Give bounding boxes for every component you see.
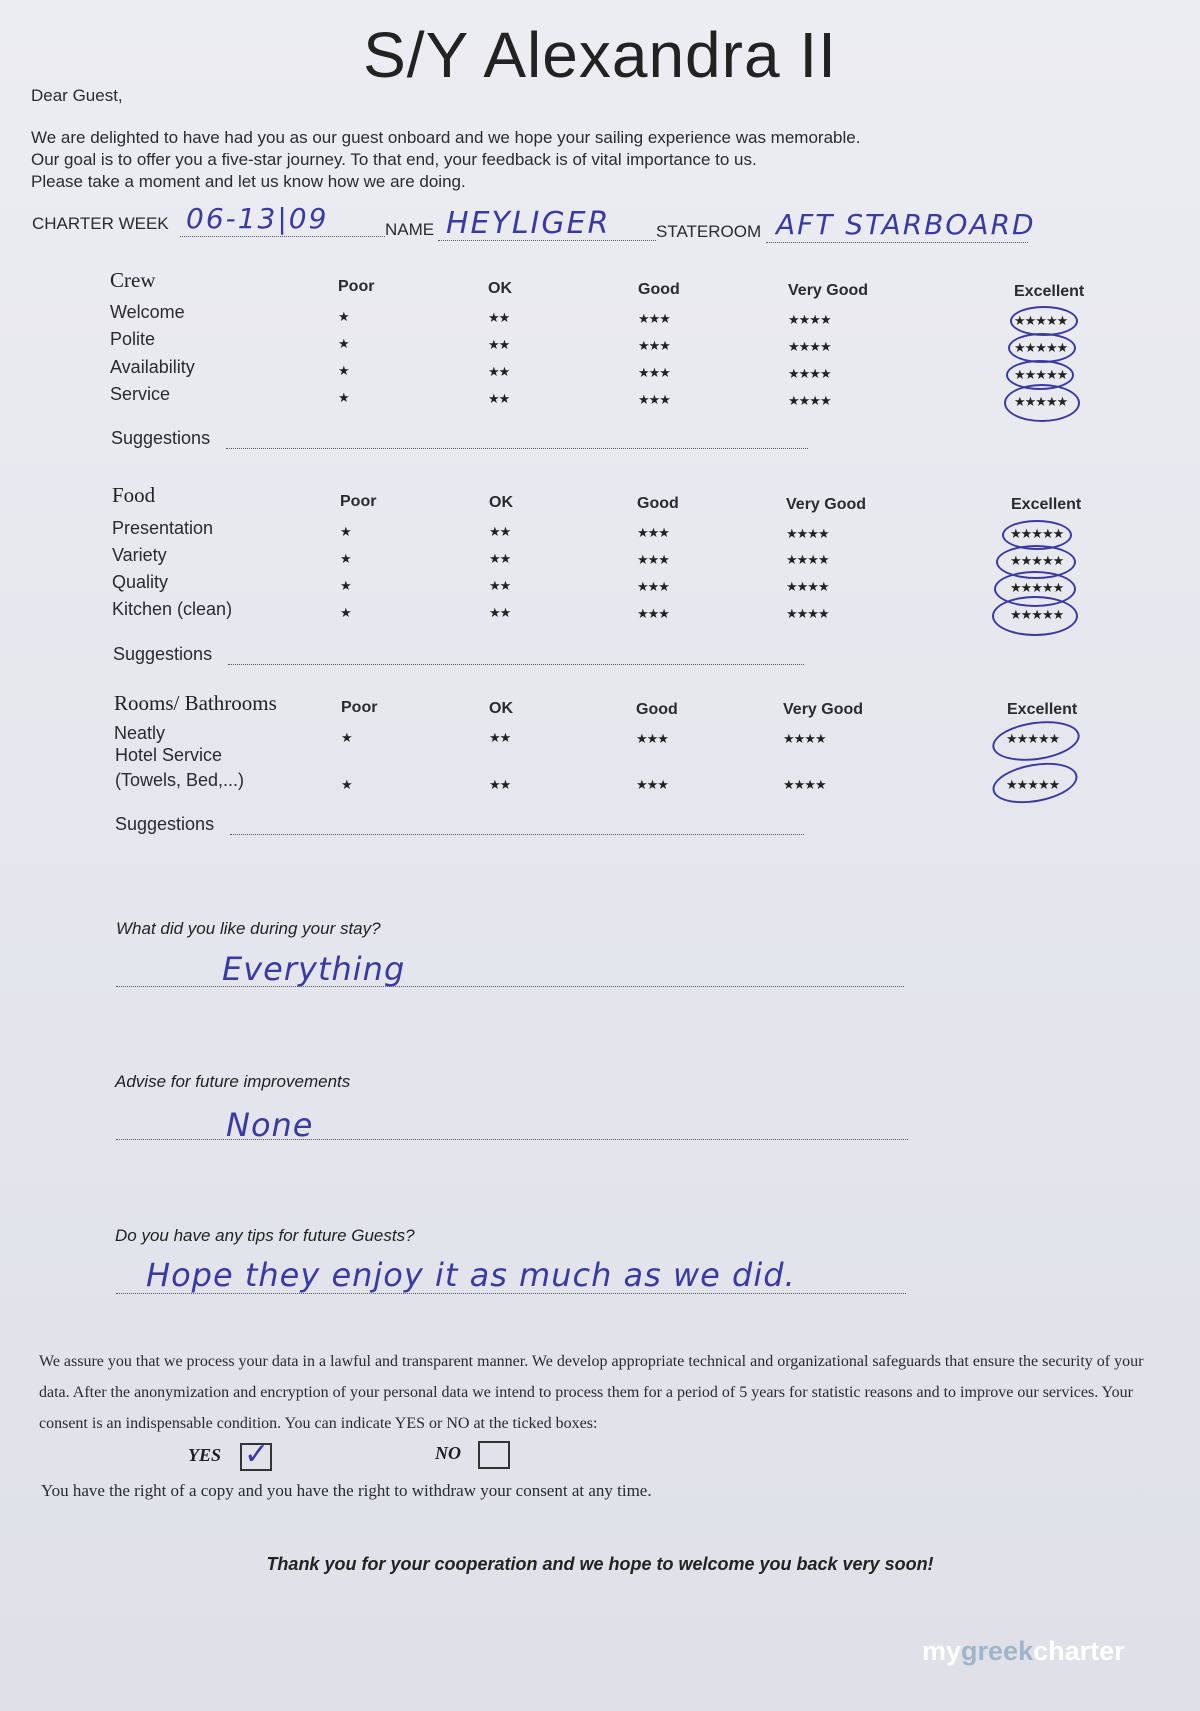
food-quality-star-4[interactable]: ★★★★ [786, 579, 829, 594]
name-value[interactable]: HEYLIGER [446, 206, 611, 241]
charter-week-label: CHARTER WEEK [32, 214, 169, 233]
rooms-row-hotel-service-sublabel: (Towels, Bed,...) [115, 770, 245, 790]
crew-polite-star-2[interactable]: ★★ [488, 337, 510, 352]
food-variety-star-1[interactable]: ★ [340, 551, 351, 566]
intro-line-1: We are delighted to have had you as our guest onboard and we hope your sailing experience was memorable. [31, 128, 861, 147]
rooms-col-ok: OK [489, 700, 513, 717]
food-presentation-star-2[interactable]: ★★ [489, 524, 511, 539]
name-label: NAME [385, 220, 435, 239]
crew-polite-star-3[interactable]: ★★★ [638, 338, 670, 353]
brand-watermark [922, 1636, 1125, 1667]
rooms-row-neatly-label: Neatly [114, 723, 166, 743]
food-quality-star-1[interactable]: ★ [340, 578, 351, 593]
question-tips-answer[interactable]: Hope they enjoy it as much as we did. [146, 1256, 796, 1294]
crew-row-service-label: Service [110, 384, 171, 404]
food-presentation-star-3[interactable]: ★★★ [637, 525, 669, 540]
food-col-poor: Poor [340, 493, 377, 510]
intro-line-3: Please take a moment and let us know how we are doing. [31, 172, 466, 191]
crew-section-title: Crew [110, 268, 156, 292]
food-variety-star-3[interactable]: ★★★ [637, 552, 669, 567]
crew-welcome-star-3[interactable]: ★★★ [638, 311, 670, 326]
form-title: S/Y Alexandra II [363, 19, 837, 91]
food-suggestions-label: Suggestions [113, 644, 213, 664]
stateroom-line [766, 242, 1028, 243]
food-section-title: Food [112, 483, 156, 507]
crew-col-good: Good [638, 281, 680, 298]
food-kitchen-star-3[interactable]: ★★★ [637, 606, 669, 621]
food-variety-star-5[interactable]: ★★★★★ [1010, 553, 1064, 568]
intro-line-2: Our goal is to offer you a five-star journey. To that end, your feedback is of vital importance to us. [31, 150, 757, 169]
crew-row-welcome-label: Welcome [110, 302, 185, 322]
rooms-neatly-star-1[interactable]: ★ [341, 730, 352, 745]
brand-part-2: greek [961, 1636, 1034, 1666]
crew-polite-star-4[interactable]: ★★★★ [788, 339, 831, 354]
food-row-kitchen-label: Kitchen (clean) [112, 599, 233, 619]
crew-service-star-1[interactable]: ★ [338, 390, 349, 405]
rooms-col-poor: Poor [341, 699, 378, 716]
question-liked-label: What did you like during your stay? [116, 919, 381, 938]
rooms-row-hotel-service-label: Hotel Service [115, 745, 223, 765]
crew-row-availability-label: Availability [110, 357, 195, 377]
crew-service-selection-circle [1004, 384, 1080, 422]
crew-welcome-star-5[interactable]: ★★★★★ [1014, 313, 1068, 328]
rights-text: You have the right of a copy and you have the right to withdraw your consent at any time. [41, 1481, 652, 1500]
food-kitchen-star-1[interactable]: ★ [340, 605, 351, 620]
crew-welcome-star-1[interactable]: ★ [338, 309, 349, 324]
consent-no-checkbox[interactable] [478, 1441, 510, 1469]
food-row-presentation-label: Presentation [112, 518, 214, 538]
food-col-ok: OK [489, 494, 513, 511]
rooms-hotel-service-star-5[interactable]: ★★★★★ [1006, 777, 1060, 792]
rooms-col-very-good: Very Good [783, 701, 864, 718]
brand-part-1: my [922, 1636, 962, 1666]
food-kitchen-star-4[interactable]: ★★★★ [786, 606, 829, 621]
data-privacy-text: We assure you that we process your data in a lawful and transparent manner. We develop appropriate technical and organizational safeguards that ensure the security of your data. After the anonymization and encryption of your personal data we intend to process them for a period of 5 years for statistic reasons and to improve our services. Your consent is an indispensable condition. You can indicate YES or NO at the ticked boxes: [39, 1353, 1144, 1432]
rooms-hotel-service-star-2[interactable]: ★★ [489, 777, 511, 792]
question-improvements-answer[interactable]: None [226, 1106, 314, 1144]
food-presentation-star-5[interactable]: ★★★★★ [1010, 526, 1064, 541]
crew-availability-star-4[interactable]: ★★★★ [788, 366, 831, 381]
rooms-hotel-service-star-4[interactable]: ★★★★ [783, 777, 826, 792]
rooms-neatly-star-3[interactable]: ★★★ [636, 731, 668, 746]
rooms-neatly-selection-circle [990, 716, 1082, 766]
food-suggestions-line[interactable] [228, 664, 804, 665]
crew-service-star-4[interactable]: ★★★★ [788, 393, 831, 408]
consent-yes-checkmark: ✓ [244, 1437, 270, 1472]
crew-availability-star-5[interactable]: ★★★★★ [1014, 367, 1068, 382]
crew-service-star-3[interactable]: ★★★ [638, 392, 670, 407]
crew-availability-star-1[interactable]: ★ [338, 363, 349, 378]
food-variety-star-2[interactable]: ★★ [489, 551, 511, 566]
food-col-good: Good [637, 495, 679, 512]
rooms-neatly-star-4[interactable]: ★★★★ [783, 731, 826, 746]
rooms-neatly-star-2[interactable]: ★★ [489, 730, 511, 745]
rooms-hotel-service-selection-circle [989, 757, 1080, 809]
crew-col-ok: OK [488, 280, 512, 297]
crew-suggestions-label: Suggestions [111, 428, 211, 448]
food-variety-star-4[interactable]: ★★★★ [786, 552, 829, 567]
stateroom-value[interactable]: AFT STARBOARD [776, 208, 1036, 241]
question-tips-label: Do you have any tips for future Guests? [115, 1226, 415, 1245]
food-kitchen-star-2[interactable]: ★★ [489, 605, 511, 620]
crew-polite-star-5[interactable]: ★★★★★ [1014, 340, 1068, 355]
stateroom-label: STATEROOM [656, 222, 762, 241]
consent-yes-checkbox[interactable] [240, 1437, 272, 1472]
food-kitchen-star-5[interactable]: ★★★★★ [1010, 607, 1064, 622]
charter-week-value[interactable]: 06-13|09 [186, 202, 329, 235]
closing-text: Thank you for your cooperation and we hope to welcome you back very soon! [266, 1554, 934, 1574]
food-presentation-star-4[interactable]: ★★★★ [786, 526, 829, 541]
crew-col-poor: Poor [338, 278, 375, 295]
brand-part-3: charter [1033, 1636, 1125, 1666]
consent-yes-label: YES [188, 1445, 222, 1465]
food-row-quality-label: Quality [112, 572, 169, 592]
crew-suggestions-line[interactable] [226, 448, 808, 449]
question-improvements-label: Advise for future improvements [115, 1072, 351, 1091]
food-row-variety-label: Variety [112, 545, 167, 565]
food-presentation-star-1[interactable]: ★ [340, 524, 351, 539]
rooms-col-good: Good [636, 701, 678, 718]
crew-service-star-5[interactable]: ★★★★★ [1014, 394, 1068, 409]
crew-welcome-star-2[interactable]: ★★ [488, 310, 510, 325]
rooms-suggestions-line[interactable] [230, 834, 804, 835]
food-col-very-good: Very Good [786, 496, 867, 513]
rooms-neatly-star-5[interactable]: ★★★★★ [1006, 731, 1060, 746]
crew-availability-star-3[interactable]: ★★★ [638, 365, 670, 380]
crew-polite-star-1[interactable]: ★ [338, 336, 349, 351]
food-quality-star-3[interactable]: ★★★ [637, 579, 669, 594]
crew-row-polite-label: Polite [110, 329, 156, 349]
crew-col-very-good: Very Good [788, 282, 869, 299]
crew-welcome-selection-circle [1010, 306, 1078, 336]
rooms-col-excellent: Excellent [1007, 701, 1078, 718]
crew-col-excellent: Excellent [1014, 283, 1085, 300]
food-kitchen-selection-circle [992, 596, 1078, 636]
consent-no-label: NO [435, 1443, 461, 1463]
charter-week-line [180, 236, 385, 237]
food-quality-star-2[interactable]: ★★ [489, 578, 511, 593]
food-col-excellent: Excellent [1011, 496, 1082, 513]
rooms-hotel-service-star-3[interactable]: ★★★ [636, 777, 668, 792]
crew-service-star-2[interactable]: ★★ [488, 391, 510, 406]
crew-welcome-star-4[interactable]: ★★★★ [788, 312, 831, 327]
crew-polite-selection-circle [1008, 333, 1076, 363]
rooms-suggestions-label: Suggestions [115, 814, 215, 834]
crew-availability-star-2[interactable]: ★★ [488, 364, 510, 379]
rooms-section-title: Rooms/ Bathrooms [114, 691, 277, 715]
food-quality-star-5[interactable]: ★★★★★ [1010, 580, 1064, 595]
salutation: Dear Guest, [31, 86, 123, 105]
question-liked-answer[interactable]: Everything [222, 950, 406, 988]
rooms-hotel-service-star-1[interactable]: ★ [341, 777, 352, 792]
